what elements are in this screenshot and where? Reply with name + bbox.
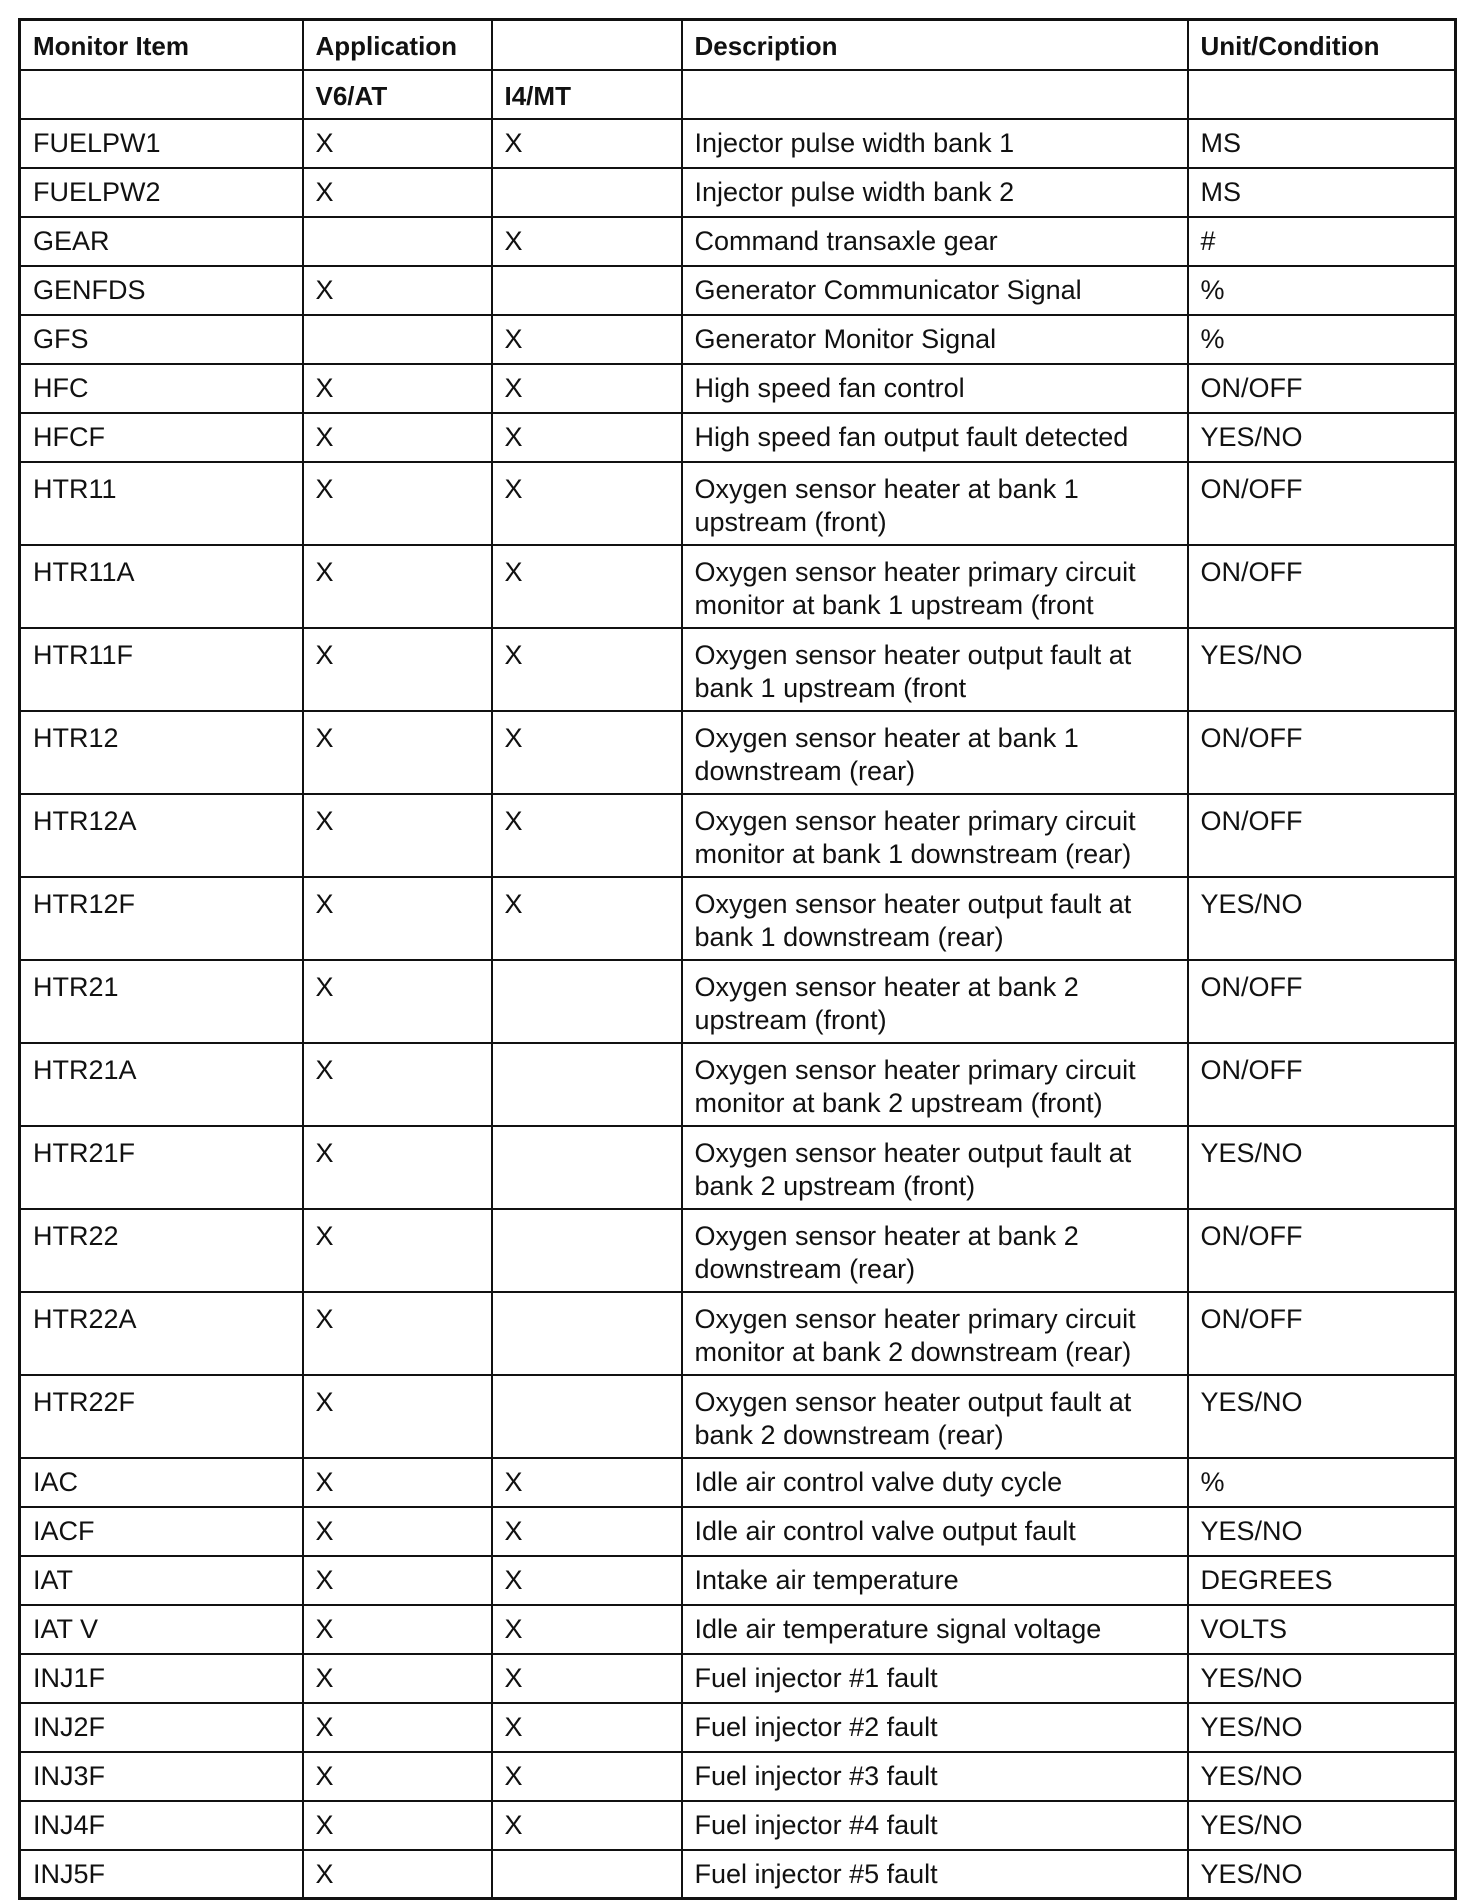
cell-description: Oxygen sensor heater at bank 2 downstream (rear): [682, 1209, 1188, 1292]
table-row: [20, 794, 1456, 877]
cell-v6at: X: [303, 877, 492, 960]
cell-unit-condition: YES/NO: [1188, 413, 1456, 462]
header-description: Description: [682, 20, 1188, 70]
cell-description: Fuel injector #4 fault: [682, 1801, 1188, 1850]
table-row: [20, 462, 1456, 545]
cell-description: High speed fan output fault detected: [682, 413, 1188, 462]
cell-v6at: X: [303, 1605, 492, 1654]
cell-description: Fuel injector #3 fault: [682, 1752, 1188, 1801]
table-row: [20, 1209, 1456, 1292]
cell-i4mt: [492, 1043, 682, 1126]
cell-v6at: X: [303, 1654, 492, 1703]
table-header: [20, 20, 1456, 119]
table-body: [20, 119, 1456, 1899]
cell-monitor-item: GFS: [20, 315, 303, 364]
cell-i4mt: [492, 1292, 682, 1375]
cell-description: Generator Communicator Signal: [682, 266, 1188, 315]
cell-unit-condition: YES/NO: [1188, 1703, 1456, 1752]
cell-v6at: X: [303, 960, 492, 1043]
cell-monitor-item: HTR11F: [20, 628, 303, 711]
cell-v6at: X: [303, 413, 492, 462]
cell-monitor-item: HTR11: [20, 462, 303, 545]
cell-i4mt: X: [492, 1605, 682, 1654]
subheader-empty-item: [20, 70, 303, 119]
cell-unit-condition: YES/NO: [1188, 1850, 1456, 1899]
cell-description: Oxygen sensor heater at bank 1 upstream (front): [682, 462, 1188, 545]
header-empty: [492, 20, 682, 70]
cell-description: Oxygen sensor heater output fault at bank 1 downstream (rear): [682, 877, 1188, 960]
cell-v6at: X: [303, 364, 492, 413]
cell-description: Idle air control valve duty cycle: [682, 1458, 1188, 1507]
cell-monitor-item: HTR21: [20, 960, 303, 1043]
cell-unit-condition: ON/OFF: [1188, 1043, 1456, 1126]
header-unit-condition: Unit/Condition: [1188, 20, 1456, 70]
cell-v6at: X: [303, 266, 492, 315]
cell-monitor-item: HTR22F: [20, 1375, 303, 1458]
cell-i4mt: X: [492, 628, 682, 711]
cell-description: Fuel injector #5 fault: [682, 1850, 1188, 1899]
cell-i4mt: X: [492, 1654, 682, 1703]
cell-unit-condition: ON/OFF: [1188, 794, 1456, 877]
cell-i4mt: X: [492, 1752, 682, 1801]
cell-unit-condition: ON/OFF: [1188, 1209, 1456, 1292]
cell-v6at: [303, 315, 492, 364]
cell-unit-condition: YES/NO: [1188, 1801, 1456, 1850]
cell-i4mt: [492, 1850, 682, 1899]
table-row: [20, 960, 1456, 1043]
cell-v6at: [303, 217, 492, 266]
cell-unit-condition: MS: [1188, 119, 1456, 168]
cell-v6at: X: [303, 628, 492, 711]
cell-unit-condition: %: [1188, 315, 1456, 364]
header-row: [20, 20, 1456, 70]
cell-v6at: X: [303, 545, 492, 628]
table-row: [20, 315, 1456, 364]
cell-unit-condition: ON/OFF: [1188, 1292, 1456, 1375]
cell-monitor-item: HTR12F: [20, 877, 303, 960]
cell-v6at: X: [303, 119, 492, 168]
cell-monitor-item: INJ3F: [20, 1752, 303, 1801]
cell-description: Oxygen sensor heater output fault at bank 2 upstream (front): [682, 1126, 1188, 1209]
cell-monitor-item: HTR22A: [20, 1292, 303, 1375]
cell-unit-condition: ON/OFF: [1188, 462, 1456, 545]
cell-unit-condition: MS: [1188, 168, 1456, 217]
cell-i4mt: X: [492, 1458, 682, 1507]
cell-description: High speed fan control: [682, 364, 1188, 413]
cell-unit-condition: ON/OFF: [1188, 545, 1456, 628]
cell-i4mt: X: [492, 119, 682, 168]
cell-i4mt: [492, 960, 682, 1043]
cell-v6at: X: [303, 1292, 492, 1375]
cell-unit-condition: VOLTS: [1188, 1605, 1456, 1654]
table-row: [20, 119, 1456, 168]
table-row: [20, 1703, 1456, 1752]
cell-v6at: X: [303, 794, 492, 877]
subheader-empty-unit: [1188, 70, 1456, 119]
cell-v6at: X: [303, 1752, 492, 1801]
cell-monitor-item: FUELPW2: [20, 168, 303, 217]
cell-v6at: X: [303, 1556, 492, 1605]
cell-i4mt: [492, 1126, 682, 1209]
monitor-item-table: [18, 18, 1457, 1900]
cell-i4mt: X: [492, 462, 682, 545]
cell-description: Idle air control valve output fault: [682, 1507, 1188, 1556]
cell-v6at: X: [303, 1209, 492, 1292]
table-row: [20, 1654, 1456, 1703]
cell-v6at: X: [303, 1126, 492, 1209]
subheader-i4mt: I4/MT: [492, 70, 682, 119]
cell-unit-condition: YES/NO: [1188, 1507, 1456, 1556]
cell-i4mt: [492, 266, 682, 315]
cell-v6at: X: [303, 1043, 492, 1126]
cell-description: Injector pulse width bank 2: [682, 168, 1188, 217]
table-row: [20, 1556, 1456, 1605]
cell-monitor-item: HTR21F: [20, 1126, 303, 1209]
cell-description: Oxygen sensor heater at bank 2 upstream (front): [682, 960, 1188, 1043]
table-row: [20, 1126, 1456, 1209]
table-row: [20, 877, 1456, 960]
cell-monitor-item: GENFDS: [20, 266, 303, 315]
table-row: [20, 413, 1456, 462]
cell-description: Fuel injector #1 fault: [682, 1654, 1188, 1703]
cell-monitor-item: HTR12A: [20, 794, 303, 877]
cell-monitor-item: HFCF: [20, 413, 303, 462]
table-row: [20, 1507, 1456, 1556]
table-row: [20, 1458, 1456, 1507]
table-row: [20, 168, 1456, 217]
cell-unit-condition: #: [1188, 217, 1456, 266]
cell-description: Oxygen sensor heater primary circuit monitor at bank 1 downstream (rear): [682, 794, 1188, 877]
subheader-v6at: V6/AT: [303, 70, 492, 119]
table-row: [20, 1752, 1456, 1801]
cell-v6at: X: [303, 462, 492, 545]
table-row: [20, 1292, 1456, 1375]
cell-description: Idle air temperature signal voltage: [682, 1605, 1188, 1654]
cell-monitor-item: GEAR: [20, 217, 303, 266]
cell-i4mt: [492, 1375, 682, 1458]
header-monitor-item: Monitor Item: [20, 20, 303, 70]
cell-v6at: X: [303, 1801, 492, 1850]
cell-unit-condition: %: [1188, 266, 1456, 315]
cell-i4mt: X: [492, 1703, 682, 1752]
cell-description: Intake air temperature: [682, 1556, 1188, 1605]
cell-monitor-item: INJ5F: [20, 1850, 303, 1899]
cell-description: Fuel injector #2 fault: [682, 1703, 1188, 1752]
table-row: [20, 217, 1456, 266]
cell-unit-condition: YES/NO: [1188, 1752, 1456, 1801]
cell-unit-condition: YES/NO: [1188, 877, 1456, 960]
cell-unit-condition: YES/NO: [1188, 628, 1456, 711]
cell-unit-condition: ON/OFF: [1188, 711, 1456, 794]
table-row: [20, 1605, 1456, 1654]
cell-v6at: X: [303, 1507, 492, 1556]
cell-description: Oxygen sensor heater output fault at bank 1 upstream (front: [682, 628, 1188, 711]
cell-v6at: X: [303, 1458, 492, 1507]
cell-v6at: X: [303, 168, 492, 217]
cell-i4mt: X: [492, 711, 682, 794]
cell-unit-condition: ON/OFF: [1188, 364, 1456, 413]
table-row: [20, 1801, 1456, 1850]
cell-description: Oxygen sensor heater at bank 1 downstream (rear): [682, 711, 1188, 794]
cell-v6at: X: [303, 1703, 492, 1752]
cell-i4mt: X: [492, 545, 682, 628]
cell-monitor-item: FUELPW1: [20, 119, 303, 168]
table-row: [20, 266, 1456, 315]
table-row: [20, 628, 1456, 711]
table-row: [20, 1850, 1456, 1899]
cell-monitor-item: IACF: [20, 1507, 303, 1556]
cell-unit-condition: YES/NO: [1188, 1375, 1456, 1458]
cell-i4mt: [492, 168, 682, 217]
cell-monitor-item: INJ4F: [20, 1801, 303, 1850]
cell-i4mt: X: [492, 1801, 682, 1850]
table-row: [20, 364, 1456, 413]
cell-description: Oxygen sensor heater primary circuit monitor at bank 2 downstream (rear): [682, 1292, 1188, 1375]
cell-monitor-item: HTR21A: [20, 1043, 303, 1126]
cell-i4mt: X: [492, 315, 682, 364]
cell-unit-condition: DEGREES: [1188, 1556, 1456, 1605]
cell-monitor-item: INJ1F: [20, 1654, 303, 1703]
cell-unit-condition: %: [1188, 1458, 1456, 1507]
cell-monitor-item: IAT V: [20, 1605, 303, 1654]
cell-monitor-item: IAC: [20, 1458, 303, 1507]
cell-unit-condition: ON/OFF: [1188, 960, 1456, 1043]
cell-monitor-item: HTR22: [20, 1209, 303, 1292]
cell-i4mt: X: [492, 1507, 682, 1556]
cell-i4mt: X: [492, 413, 682, 462]
table-row: [20, 545, 1456, 628]
table-row: [20, 1043, 1456, 1126]
cell-description: Oxygen sensor heater primary circuit monitor at bank 2 upstream (front): [682, 1043, 1188, 1126]
cell-monitor-item: INJ2F: [20, 1703, 303, 1752]
subheader-empty-description: [682, 70, 1188, 119]
cell-v6at: X: [303, 1375, 492, 1458]
cell-i4mt: X: [492, 1556, 682, 1605]
cell-unit-condition: YES/NO: [1188, 1654, 1456, 1703]
subheader-row: [20, 70, 1456, 119]
cell-i4mt: X: [492, 877, 682, 960]
cell-monitor-item: IAT: [20, 1556, 303, 1605]
monitor-table-wrapper: [18, 18, 1454, 1900]
cell-description: Injector pulse width bank 1: [682, 119, 1188, 168]
cell-monitor-item: HTR12: [20, 711, 303, 794]
cell-i4mt: X: [492, 217, 682, 266]
cell-description: Command transaxle gear: [682, 217, 1188, 266]
cell-monitor-item: HFC: [20, 364, 303, 413]
cell-unit-condition: YES/NO: [1188, 1126, 1456, 1209]
cell-description: Oxygen sensor heater output fault at bank 2 downstream (rear): [682, 1375, 1188, 1458]
cell-i4mt: [492, 1209, 682, 1292]
cell-v6at: X: [303, 711, 492, 794]
table-row: [20, 1375, 1456, 1458]
table-row: [20, 711, 1456, 794]
cell-v6at: X: [303, 1850, 492, 1899]
cell-i4mt: X: [492, 794, 682, 877]
header-application: Application: [303, 20, 492, 70]
cell-description: Generator Monitor Signal: [682, 315, 1188, 364]
cell-description: Oxygen sensor heater primary circuit monitor at bank 1 upstream (front: [682, 545, 1188, 628]
cell-i4mt: X: [492, 364, 682, 413]
cell-monitor-item: HTR11A: [20, 545, 303, 628]
